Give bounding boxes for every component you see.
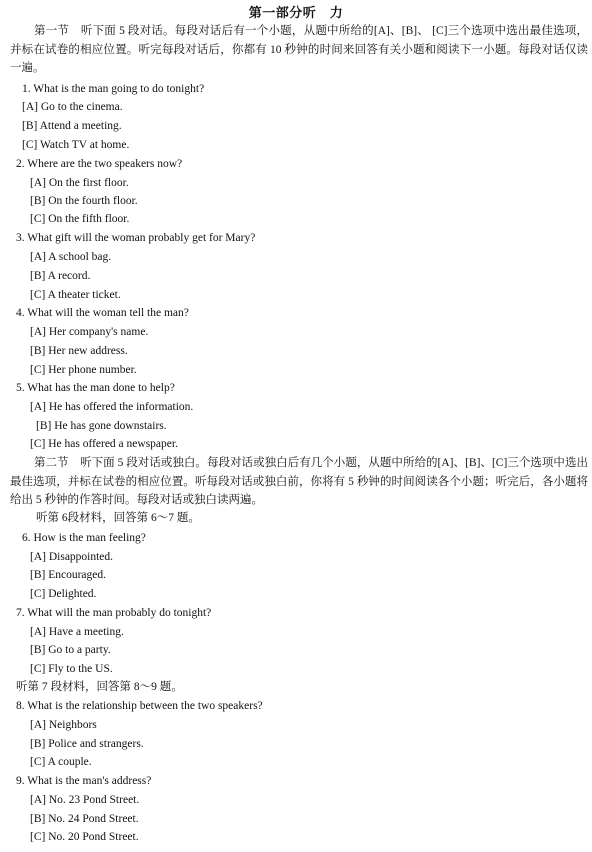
question-7: 7. What will the man probably do tonight? xyxy=(16,607,212,619)
q7-option-c: [C] Fly to the US. xyxy=(30,663,113,675)
q9-option-b: [B] No. 24 Pond Street. xyxy=(30,813,139,825)
question-2: 2. Where are the two speakers now? xyxy=(16,158,183,170)
q4-option-b: [B] Her new address. xyxy=(30,345,128,357)
q9-option-c: [C] No. 20 Pond Street. xyxy=(30,831,139,843)
q6-option-a: [A] Disappointed. xyxy=(30,551,114,563)
q2-option-b: [B] On the fourth floor. xyxy=(30,195,138,207)
material-6-instruction: 听第 6段材料，回答第 6～7 题。 xyxy=(36,512,200,524)
q2-option-a: [A] On the first floor. xyxy=(30,177,129,189)
question-1: 1. What is the man going to do tonight? xyxy=(22,83,205,95)
question-9: 9. What is the man's address? xyxy=(16,775,152,787)
q8-option-b: [B] Police and strangers. xyxy=(30,738,144,750)
q3-option-a: [A] A school bag. xyxy=(30,251,112,263)
question-8: 8. What is the relationship between the two speakers? xyxy=(16,700,263,712)
q3-option-b: [B] A record. xyxy=(30,270,91,282)
section-title: 第一部分听 力 xyxy=(248,5,344,20)
q3-option-c: [C] A theater ticket. xyxy=(30,289,121,301)
q4-option-c: [C] Her phone number. xyxy=(30,364,137,376)
question-4: 4. What will the woman tell the man? xyxy=(16,307,189,319)
q7-option-a: [A] Have a meeting. xyxy=(30,626,124,638)
question-5: 5. What has the man done to help? xyxy=(16,382,175,394)
q7-option-b: [B] Go to a party. xyxy=(30,644,111,656)
q1-option-b: [B] Attend a meeting. xyxy=(22,120,122,132)
q5-option-a: [A] He has offered the information. xyxy=(30,401,194,413)
q8-option-a: [A] Neighbors xyxy=(30,719,97,731)
question-3: 3. What gift will the woman probably get for Mary? xyxy=(16,232,256,244)
q5-option-c: [C] He has offered a newspaper. xyxy=(30,438,178,450)
q6-option-b: [B] Encouraged. xyxy=(30,569,106,581)
q6-option-c: [C] Delighted. xyxy=(30,588,97,600)
q8-option-c: [C] A couple. xyxy=(30,756,92,768)
material-7-instruction: 听第 7 段材料，回答第 8～9 题。 xyxy=(16,681,183,693)
q5-option-b: [B] He has gone downstairs. xyxy=(36,420,167,432)
q4-option-a: [A] Her company's name. xyxy=(30,326,149,338)
q9-option-a: [A] No. 23 Pond Street. xyxy=(30,794,140,806)
section1-instructions: 第一节 听下面 5 段对话。每段对话后有一个小题，从题中所给的[A]、[B]、 [C]三个选项中选出最佳选项，并标在试卷的相应位置。听完每段对话后，你都有 10 秒钟的时间来回答有关小题和阅读下一小题。每段对话仅读一遍。 xyxy=(10,25,588,74)
q1-option-a: [A] Go to the cinema. xyxy=(22,101,123,113)
question-6: 6. How is the man feeling? xyxy=(22,532,146,544)
section2-instructions: 第二节 听下面 5 段对话或独白。每段对话或独白后有几个小题，从题中所给的[A]、[B]、[C]三个选项中选出最佳选项，并标在试卷的相应位置。听每段对话或独白前，你将有 5 秒钟的时间阅读各个小题；听完后，各小题将给出 5 秒钟的作答时间。每段对话或独白读两遍。 xyxy=(10,457,588,506)
q1-option-c: [C] Watch TV at home. xyxy=(22,139,130,151)
q2-option-c: [C] On the fifth floor. xyxy=(30,213,130,225)
